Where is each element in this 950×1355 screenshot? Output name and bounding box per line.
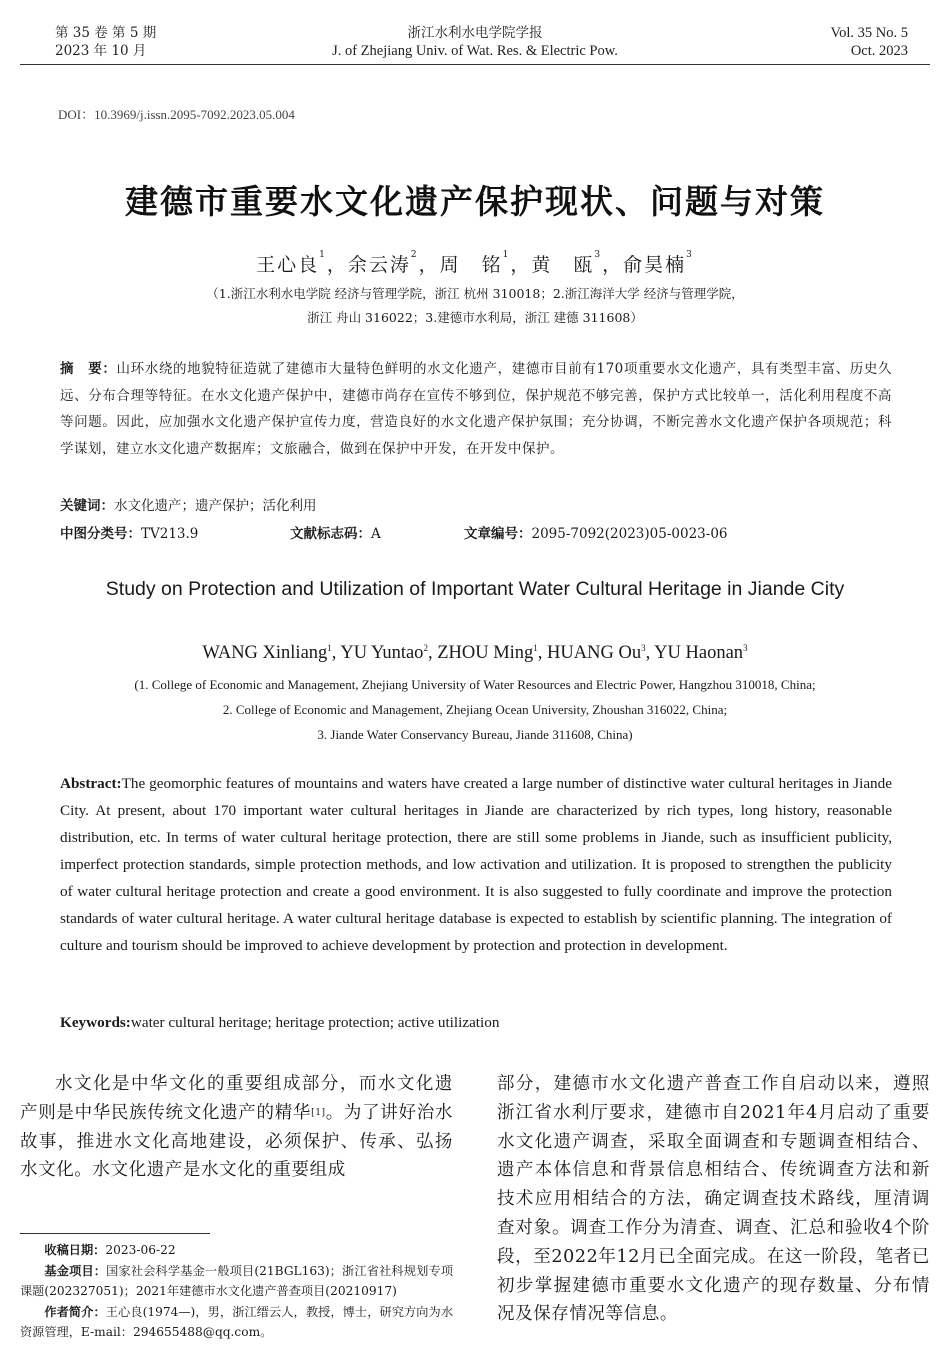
- affiliations-en: [0, 672, 950, 747]
- author-affiliation-mark: 1: [533, 643, 538, 653]
- author-list-en: WANG Xinliang$^1$, YU Yuntao$^2$, ZHOU Ming$^1$, HUANG Ou$^3$, YU Haonan$^3$: [202, 643, 748, 663]
- abstract-en: [60, 770, 892, 959]
- article-title-cn: 建德市重要水文化遗产保护现状、问题与对策: [125, 182, 825, 221]
- author-affiliation-mark: 1: [502, 250, 511, 260]
- body-column-right: 部分，建德市水文化遗产普查工作自启动以来，遵照浙江省水利厅要求，建德市自2021年4月启动了重要水文化遗产调查，采取全面调查和专题调查相结合、遗产本体信息和背景信息相结合、传统调查方法和新技术应用相结合的方法，确定调查技术路线，厘清调查对象。调查工作分为清查、调查、汇总和验收4个阶段，至2022年12月已全面完成。在这一阶段，笔者已初步掌握建德市重要水文化遗产的现存数量、分布情况及保存情况等信息。: [497, 1074, 930, 1325]
- article-value: 2095-7092(2023)05-0023-06: [531, 526, 728, 542]
- abstract-text-en: The geomorphic features of mountains and waters have created a large number of distinctive water cultural heritages in Jiande City. At present, about 170 important water cultural heritages in Jiande are characterized by rich types, long history, reasonable distribution, etc. In terms of water cultural heritage protection, there are still some problems in Jiande, such as insufficient publicity, imperfect protection standards, simple protection methods, and low activation and utilization. It is proposed to strengthen the publicity of water cultural heritage protection and create a good environment. It is also suggested to fully coordinate and improve the protection standards of water cultural heritage. A water cultural heritage database is expected to establish by scientific planning. The integration of culture and tourism should be improved to achieve development by protection and protection in development.: [60, 775, 892, 954]
- body-text: 水文化是中华文化的重要组成部分，而水文化遗产则是中华民族传统文化遗产的精华: [20, 1074, 453, 1123]
- author-en: YU Haonan: [654, 643, 744, 663]
- author-cn: 余云涛: [347, 254, 411, 276]
- abstract-label-en: Abstract:: [60, 775, 122, 792]
- author-affiliation-mark: 3: [594, 250, 603, 260]
- author-affiliation-mark: 1: [327, 643, 332, 653]
- author-en: ZHOU Ming: [437, 643, 534, 663]
- keywords-cn: [60, 494, 317, 514]
- footnote-received: [20, 1240, 453, 1261]
- footnote-author: [20, 1302, 453, 1343]
- doc-value: A: [371, 526, 381, 542]
- abstract-label-cn: 摘 要：: [60, 361, 117, 377]
- journal-name-cn: 浙江水利水电学院学报: [407, 25, 543, 41]
- clc-value: TV213.9: [141, 526, 199, 542]
- date-cn: 2023 年 10 月: [55, 43, 147, 59]
- article-title-en: Study on Protection and Utilization of Important Water Cultural Heritage in Jiande City: [105, 578, 845, 600]
- author-affiliation-mark: 2: [423, 643, 428, 653]
- author-bio-label: 作者简介：: [44, 1304, 106, 1319]
- author-affiliation-mark: 3: [686, 250, 694, 260]
- abstract-cn: [60, 356, 892, 462]
- author-affiliation-mark: 3: [641, 643, 646, 653]
- fund-text: 国家社会科学基金一般项目(21BGL163)；浙江省社科规划专项课题(202327051)；2021年建德市水文化遗产普查项目(20210917): [20, 1263, 454, 1299]
- footnote-fund: [20, 1261, 453, 1302]
- fund-label: 基金项目：: [44, 1263, 107, 1278]
- abstract-text-cn: 山环水绕的地貌特征造就了建德市大量特色鲜明的水文化遗产，建德市目前有170项重要水文化遗产，具有类型丰富、历史久远、分布合理等特征。在水文化遗产保护中，建德市尚存在宣传不够到位，保护规范不够完善，保护方式比较单一，活化利用程度不高等问题。因此，应加强水文化遗产保护宣传力度，营造良好的水文化遗产保护氛围；充分协调，不断完善水文化遗产保护各项规范；科学谋划，建立水文化遗产数据库；文旅融合，做到在保护中开发，在开发中保护。: [60, 361, 892, 457]
- affiliation-line: 2. College of Economic and Management, Zhejiang Ocean University, Zhoushan 316022, China;: [222, 702, 728, 717]
- keywords-text-cn: 水文化遗产；遗产保护；活化利用: [114, 498, 317, 514]
- body-text: 。为了讲好治水故事，推进水文化高地建设，必须保护、传承、弘扬水文化。水文化遗产是水文化的重要组成: [20, 1102, 453, 1181]
- author-en: WANG Xinliang: [202, 643, 328, 663]
- affiliation-line: （1.浙江水利水电学院 经济与管理学院，浙江 杭州 310018；2.浙江海洋大学 经济与管理学院，: [206, 286, 744, 301]
- running-header-right: [831, 24, 908, 60]
- affiliations-cn: [0, 282, 950, 330]
- author-cn: 王心良: [256, 254, 320, 276]
- article-label: 文章编号：: [464, 526, 532, 542]
- footnote-divider: [20, 1233, 210, 1234]
- footnotes: [20, 1240, 453, 1343]
- author-cn: 俞昊楠: [623, 254, 687, 276]
- journal-name-en: J. of Zhejiang Univ. of Wat. Res. & Electric Pow.: [332, 43, 618, 59]
- article-number: [464, 522, 728, 542]
- keywords-en: [60, 1014, 499, 1032]
- author-affiliation-mark: 3: [743, 643, 748, 653]
- received-date: 2023-06-22: [105, 1243, 176, 1257]
- author-cn: 周 铭: [439, 254, 503, 276]
- volume-issue-cn: 第 35 卷 第 5 期: [55, 25, 157, 41]
- author-affiliation-mark: 1: [319, 250, 327, 260]
- citation-ref[interactable]: [1]: [311, 1107, 326, 1118]
- author-cn: 黄 瓯: [531, 254, 595, 276]
- affiliation-line: 浙江 舟山 316022；3.建德市水利局，浙江 建德 311608）: [307, 310, 643, 325]
- header-divider: [20, 64, 930, 65]
- author-bio-text: 王心良(1974—)，男，浙江缙云人，教授，博士，研究方向为水资源管理，E-mail：294655488@qq.com。: [20, 1304, 454, 1340]
- author-en: HUANG Ou: [547, 643, 642, 663]
- keywords-text-en: water cultural heritage; heritage protection; active utilization: [130, 1014, 500, 1031]
- document-code: [290, 522, 381, 542]
- received-label: 收稿日期：: [44, 1243, 106, 1257]
- affiliation-line: 3. Jiande Water Conservancy Bureau, Jiande 311608, China): [317, 727, 633, 742]
- clc-number: [60, 522, 198, 542]
- running-header-center: [0, 24, 950, 60]
- affiliation-line: (1. College of Economic and Management, Zhejiang University of Water Resources and Electric Power, Hangzhou 310018, China;: [134, 677, 816, 692]
- volume-issue-en: Vol. 35 No. 5: [830, 25, 908, 41]
- doc-label: 文献标志码：: [290, 526, 371, 542]
- author-en: YU Yuntao: [340, 643, 424, 663]
- date-en: Oct. 2023: [850, 43, 908, 59]
- body-column-left: [20, 1070, 453, 1185]
- author-affiliation-mark: 2: [410, 250, 419, 260]
- clc-label: 中图分类号：: [60, 526, 141, 542]
- keywords-label-en: Keywords:: [60, 1014, 131, 1031]
- keywords-label-cn: 关键词：: [60, 498, 114, 514]
- doi: DOI：10.3969/j.issn.2095-7092.2023.05.004: [58, 107, 295, 122]
- author-list-cn: 王心良$^1$，余云涛$^2$，周 铭$^1$，黄 瓯$^3$，俞昊楠$^3$: [256, 250, 694, 276]
